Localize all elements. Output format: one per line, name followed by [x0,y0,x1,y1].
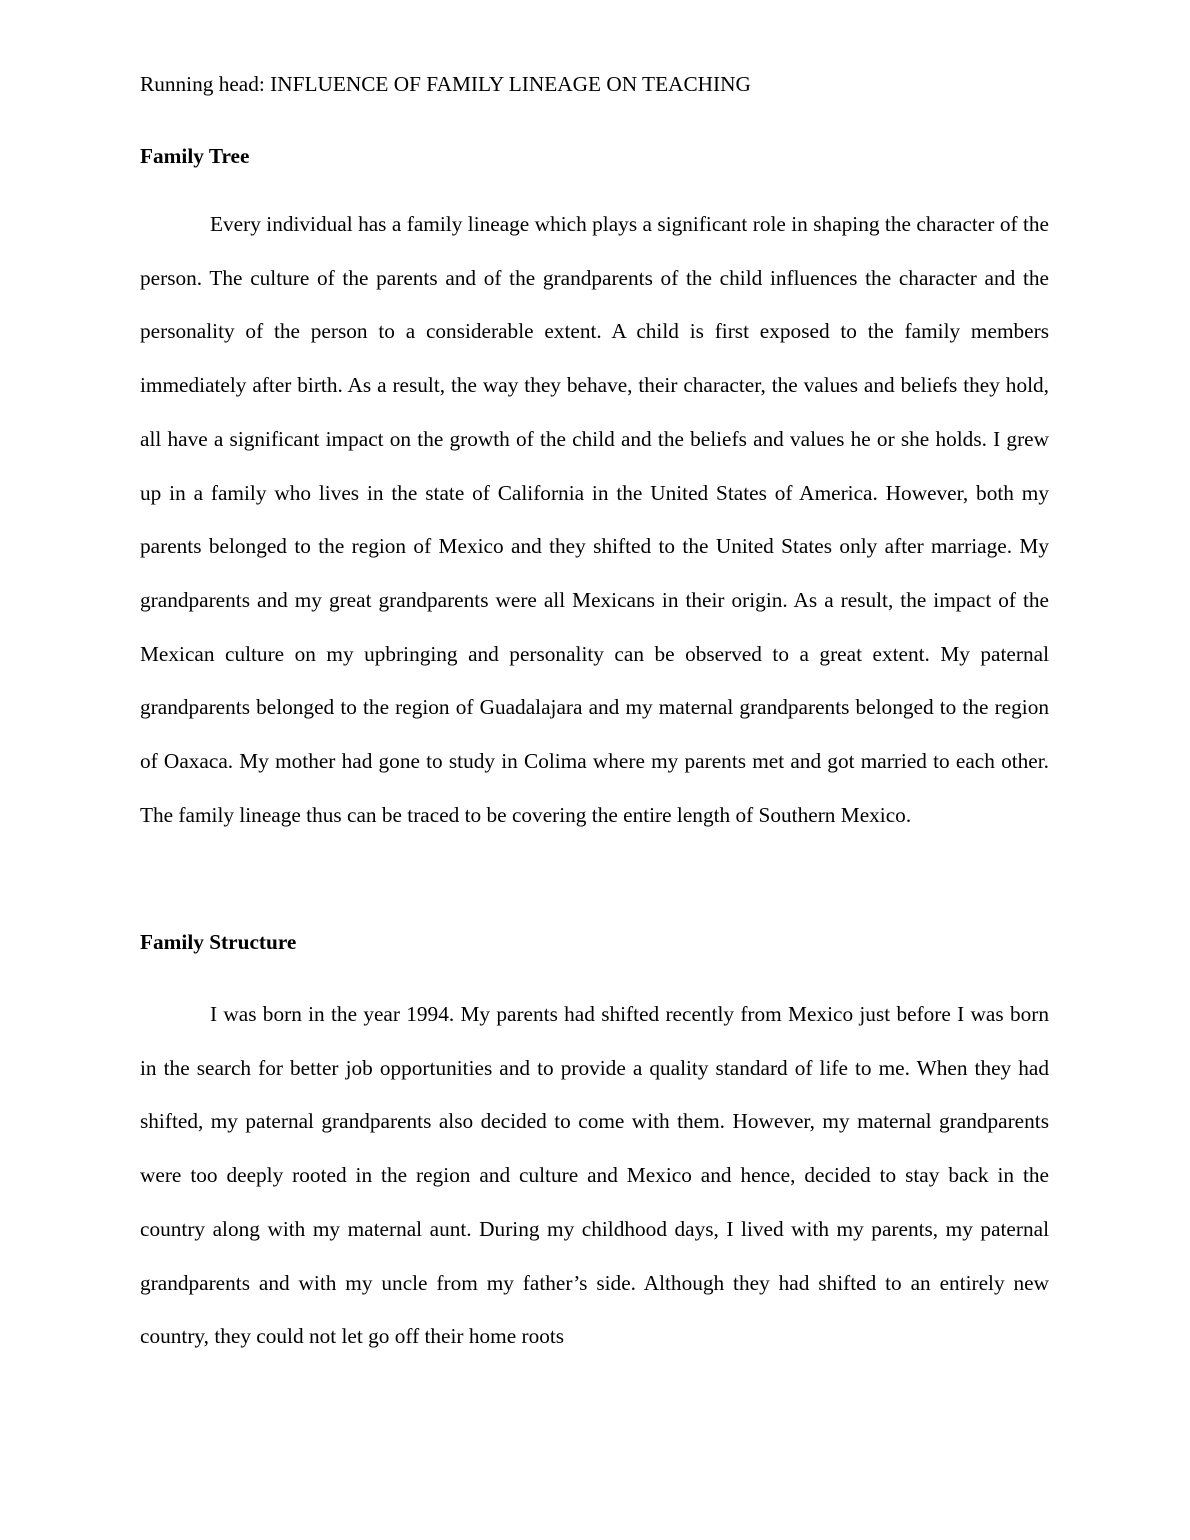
body-paragraph-family-tree: Every individual has a family lineage which plays a significant role in shaping the character of the person. The culture of the parents and of the grandparents of the child influences the character and the personality of the person to a considerable extent. A child is first exposed to the family members immediately after birth. As a result, the way they behave, their character, the values and beliefs they hold, all have a significant impact on the growth of the child and the beliefs and values he or she holds. I grew up in a family who lives in the state of California in the United States of America. However, both my parents belonged to the region of Mexico and they shifted to the United States only after marriage. My grandparents and my great grandparents were all Mexicans in their origin. As a result, the impact of the Mexican culture on my upbringing and personality can be observed to a great extent. My paternal grandparents belonged to the region of Guadalajara and my maternal grandparents belonged to the region of Oaxaca. My mother had gone to study in Colima where my parents met and got married to each other. The family lineage thus can be traced to be covering the entire length of Southern Mexico. [140,212,1049,827]
running-head: Running head: INFLUENCE OF FAMILY LINEAGE ON TEACHING [140,72,751,96]
body-paragraph-family-structure: I was born in the year 1994. My parents had shifted recently from Mexico just before I was born in the search for better job opportunities and to provide a quality standard of life to me. When they had shifted, my paternal grandparents also decided to come with them. However, my maternal grandparents were too deeply rooted in the region and culture and Mexico and hence, decided to stay back in the country along with my maternal aunt. During my childhood days, I lived with my parents, my paternal grandparents and with my uncle from my father’s side. Although they had shifted to an entirely new country, they could not let go off their home roots [140,1002,1049,1349]
section-heading-family-tree: Family Tree [140,144,250,168]
section-heading-family-structure: Family Structure [140,930,297,954]
